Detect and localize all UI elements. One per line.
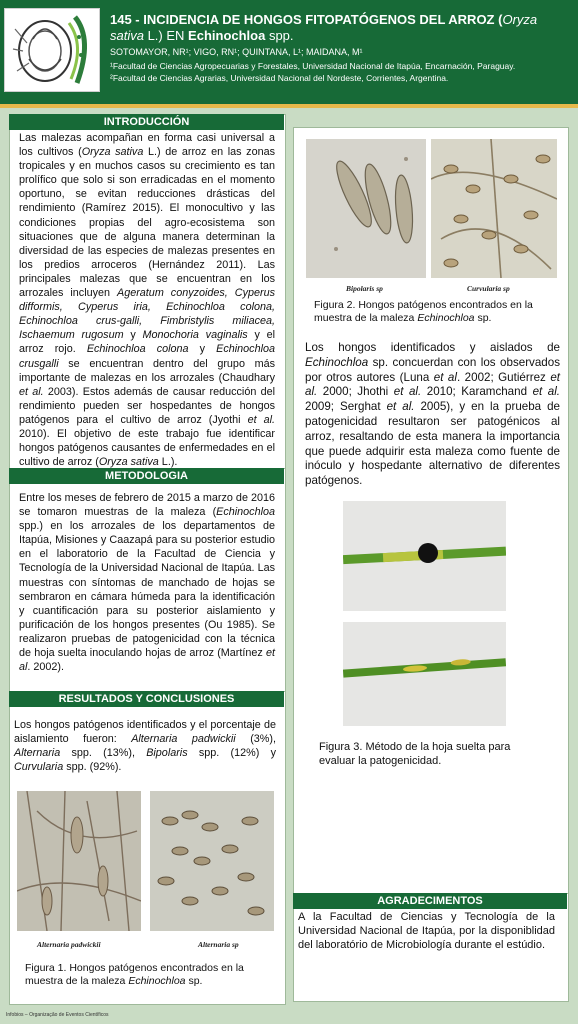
resultados-text: Los hongos patógenos identificados y el porcentaje de aislamiento fueron: Alternaria padwickii (3%), Alternaria spp. (13%), Bipolaris spp. (12%) y Curvularia spp. (92%). bbox=[14, 719, 277, 774]
poster-title: 145 - INCIDENCIA DE HONGOS FITOPATÓGENOS DEL ARROZ (Oryza sativa L.) EN Echinochloa spp. bbox=[110, 12, 538, 43]
curvularia-micrograph bbox=[431, 139, 557, 278]
figure2-caption: Figura 2. Hongos patógenos encontrados en la muestra de la maleza Echinochloa sp. bbox=[314, 299, 533, 324]
agradecimientos-text: A la Facultad de Ciencias y Tecnología de la Universidad Nacional de Itapúa, por la disponiblidad del laboratório de Microbiología durante el estúdio. bbox=[298, 911, 555, 951]
figure1-label-right: Alternaria sp bbox=[198, 940, 239, 949]
alternaria-padwickii-micrograph bbox=[17, 791, 141, 931]
agradecimientos-heading: AGRADECIMENTOS bbox=[293, 893, 567, 909]
leaf-inoculation-photo-1 bbox=[343, 501, 506, 611]
resultados-heading: RESULTADOS Y CONCLUSIONES bbox=[9, 691, 284, 707]
poster-authors: SOTOMAYOR, NR¹; VIGO, RN¹; QUINTANA, L¹; MAIDANA, M¹ bbox=[110, 47, 363, 57]
introduccion-heading: INTRODUCCIÓN bbox=[9, 114, 284, 130]
figure2-label-right: Curvularia sp bbox=[467, 284, 510, 293]
footer-credit: Infobios – Organização de Eventos Científicos bbox=[6, 1012, 109, 1018]
figure1-label-left: Alternaria padwickii bbox=[37, 940, 101, 949]
metodologia-heading: METODOLOGIA bbox=[9, 468, 284, 484]
figure2-label-left: Bipolaris sp bbox=[346, 284, 383, 293]
poster-header bbox=[0, 0, 578, 104]
introduccion-text: Las malezas acompañan en forma casi universal a los cultivos (Oryza sativa L.) de arroz en las zonas tropicales y en muchos casos su crecimiento es tan prolífico que solo si son erradicadas en el momento oportuno, se evitan reducciones drásticas del rendimiento (Ramírez 2015). El monocultivo y las condiciones propias del agro-ecosistema son situaciones que de alguna manera determinan la diversidad de las especies de malezas presentes en los predios arroceros (Hernández 2011). Las principales malezas que se encuentran en los arrozales incluyen Ageratum conyzoides, Cyperus difformis, Cyperus iria, Echinochloa colona, Echinochloa crus-galli, Fimbristylis miliacea, Ischaemum rugosum y Monochoria vaginalis y el arroz rojo. Echinochloa colona y Echinochloa crusgalli se encuentran dentro del grupo más importante de malezas en los arrozales (Chaudhary et al. 2003). Estos además de causar reducción del rendimiento pueden ser hospedantes de hongos patógenos para el cultivo de arroz (Jyothi et al. 2010). El objetivo de este trabajo fue identificar hongos patógenos causantes de enfermedades en el cultivo de arroz (Oryza sativa L.). bbox=[19, 132, 275, 469]
figure3-caption: Figura 3. Método de la hoja suelta para evaluar la patogenicidad. bbox=[319, 741, 511, 767]
bipolaris-micrograph bbox=[306, 139, 426, 278]
figure1-caption: Figura 1. Hongos patógenos encontrados en la muestra de la maleza Echinochloa sp. bbox=[25, 962, 244, 987]
header-divider bbox=[0, 104, 578, 108]
alternaria-sp-micrograph bbox=[150, 791, 274, 931]
discusion-text: Los hongos identificados y aislados de Echinochloa sp. concuerdan con los observados por otros autores (Luna et al. 2002; Gutiérrez et al. 2000; Jhothi et al. 2010; Karamchand et al. 2009; Serghat et al. 2005), y en la prueba de patogenicidad resultaron ser patogénicos al arroz, resaltando de esta manera la importancia que puede adquirir esta maleza como fuente de inóculo y hospedante alternativo de diferentes patógenos. bbox=[305, 341, 561, 488]
leaf-inoculation-photo-2 bbox=[343, 622, 506, 726]
metodologia-text: Entre los meses de febrero de 2015 a marzo de 2016 se tomaron muestras de la maleza (Echinochloa spp.) en los arrozales de los departamentos de Itapúa, Misiones y Caazapá para su posterior estudio en el laboratorio de la Facultad de Ciencia y Tecnología de la Universidad Nacional de Itapúa. Las muestras con síntomas de manchado de hojas se sembraron en cámara húmeda para la identificación y cuantificación para su posterior aislamiento y purificación de los hongos presentes (Ou 1985). Se realizaron pruebas de patogenicidad con la técnica de hoja suelta inoculando hojas de arroz (Martínez et al. 2002). bbox=[19, 492, 275, 674]
affiliation-1: ¹Facultad de Ciencias Agropecuarias y Forestales, Universidad Nacional de Itapúa, Encarnación, Paraguay. bbox=[110, 61, 516, 71]
affiliation-2: ²Facultad de Ciencias Agrarias, Universidad Nacional del Nordeste, Corrientes, Argentina. bbox=[110, 73, 449, 83]
rice-logo-icon bbox=[4, 8, 100, 92]
